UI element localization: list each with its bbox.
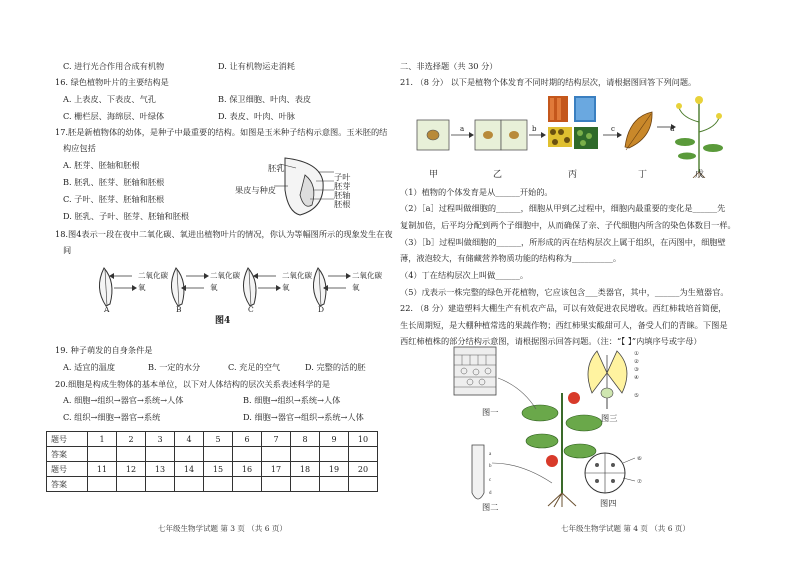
- left-line-l14: 18.图4表示一段在夜中二氧化碳、氧进出植物叶片的情况，你认为等幅图所示的现象发生在夜: [55, 229, 393, 239]
- question-21: 21. （8 分） 以下是植物个体发育不同时期的结构层次，请根据图回答下列问题。: [400, 77, 697, 87]
- seed-label-s1: 胚乳: [268, 163, 285, 173]
- answer-table-cell[interactable]: [204, 477, 233, 492]
- right-line-r5: 薄，液泡较大，有储藏营养物质功能的结构称为__________。: [400, 253, 622, 263]
- answer-table-cell: 5: [204, 432, 233, 447]
- option-letter: B: [176, 305, 182, 314]
- figure-label-f2: 图三: [601, 413, 618, 423]
- stage-label: 戊: [695, 170, 705, 180]
- svg-text:c: c: [489, 478, 492, 483]
- svg-text:b: b: [489, 464, 492, 469]
- gas-label-o2: 氧: [352, 283, 360, 292]
- stage-label: 乙: [493, 170, 503, 180]
- answer-table-cell: 6: [233, 432, 262, 447]
- answer-table-cell: 3: [146, 432, 175, 447]
- answer-table-cell: 14: [175, 462, 204, 477]
- left-line-l21: 20.细胞是构成生物体的基本单位，以下对人体结构的层次关系表述科学的是: [55, 379, 331, 389]
- gas-label-o2: 氧: [282, 283, 290, 292]
- gas-label-co2: 二氧化碳: [282, 271, 312, 280]
- answer-table-cell[interactable]: [117, 447, 146, 462]
- plant-development-figure: [407, 92, 777, 178]
- svg-text:②: ②: [634, 359, 639, 365]
- answer-table-cell[interactable]: [175, 447, 204, 462]
- left-line-l10: A. 胚芽、胚轴和胚根: [63, 160, 140, 170]
- left-line-l5: B. 保卫细胞、叶肉、表皮: [218, 94, 312, 104]
- right-line-r7: （5）戊表示一株完整的绿色开花植物，它应该包含___类器官，其中，______为生殖器官。: [400, 287, 729, 297]
- seed-label-s2: 果皮与种皮: [235, 185, 276, 195]
- svg-text:⑥: ⑥: [637, 456, 642, 462]
- answer-table-cell[interactable]: [146, 447, 175, 462]
- left-line-l19: C. 充足的空气: [228, 362, 281, 372]
- seed-label-s3: 子叶: [334, 172, 351, 182]
- left-line-l3: 16. 绿色植物叶片的主要结构是: [55, 77, 169, 87]
- left-line-l9: 构应包括: [63, 143, 96, 153]
- answer-table-cell: 1: [88, 432, 117, 447]
- answer-table-cell[interactable]: [233, 477, 262, 492]
- left-line-l12: C. 子叶、胚芽、胚轴和胚根: [63, 194, 165, 204]
- leaf-diagram-A: [92, 260, 162, 310]
- leaf-diagram-D: [306, 260, 376, 310]
- right-line-r10: 西红柿植株的部分结构示意图，请根据图示回答问题。（注：“【 】”内填序号或字母）: [400, 336, 702, 346]
- answer-table-header-cell: 题号: [47, 462, 88, 477]
- answer-table-cell: 19: [320, 462, 349, 477]
- right-line-r4: （3）［b］过程叫做细胞的______，所形成的丙在结构层次上属于组织，在丙图中，细胞壁: [400, 237, 726, 247]
- answer-table-cell: 13: [146, 462, 175, 477]
- left-line-l23: B. 细胞→组织→系统→人体: [243, 395, 341, 405]
- answer-table-cell: 8: [291, 432, 320, 447]
- figure-4-caption: 图4: [215, 316, 231, 326]
- left-line-l22: A. 细胞→组织→器官→系统→人体: [63, 395, 184, 405]
- answer-table-cell: 4: [175, 432, 204, 447]
- answer-table-row: [47, 432, 378, 447]
- left-line-l8: 17.胚是新植物体的幼体，是种子中最重要的结构。如图是玉米种子结构示意图。玉米胚的结: [55, 127, 388, 137]
- answer-table-cell: 16: [233, 462, 262, 477]
- answer-table-cell: 11: [88, 462, 117, 477]
- left-line-l1: C. 进行光合作用合成有机物: [63, 61, 165, 71]
- option-letter: D: [318, 305, 325, 314]
- answer-table-cell[interactable]: [320, 447, 349, 462]
- answer-table-cell[interactable]: [88, 477, 117, 492]
- left-line-l6: C. 栅栏层、海绵层、叶绿体: [63, 111, 165, 121]
- answer-table-cell: 12: [117, 462, 146, 477]
- answer-table-cell[interactable]: [233, 447, 262, 462]
- answer-table-cell[interactable]: [320, 477, 349, 492]
- tomato-fruit-figure: [577, 448, 652, 498]
- left-line-l11: B. 胚乳、胚芽、胚轴和胚根: [63, 177, 165, 187]
- left-line-l16: 19. 种子萌发的自身条件是: [55, 345, 153, 355]
- left-line-l13: D. 胚乳、子叶、胚芽、胚轴和胚根: [63, 211, 190, 221]
- left-line-l4: A. 上表皮、下表皮、气孔: [63, 94, 156, 104]
- answer-table-cell: 10: [349, 432, 378, 447]
- answer-table-cell[interactable]: [291, 447, 320, 462]
- answer-table-cell: 2: [117, 432, 146, 447]
- option-letter: A: [104, 305, 110, 314]
- answer-table-row: [47, 447, 378, 462]
- answer-table-cell[interactable]: [146, 477, 175, 492]
- gas-label-co2: 二氧化碳: [352, 271, 382, 280]
- answer-table: [46, 431, 378, 492]
- answer-table-row: [47, 477, 378, 492]
- left-line-l15: 间: [63, 245, 72, 255]
- left-line-l2: D. 让有机物运走消耗: [218, 61, 295, 71]
- answer-table-cell: 17: [262, 462, 291, 477]
- left-line-l20: D. 完整的活的胚: [305, 362, 366, 372]
- left-line-l24: C. 组织→细胞→器官→系统: [63, 412, 161, 422]
- answer-table-cell: 7: [262, 432, 291, 447]
- process-label: c: [611, 125, 615, 133]
- svg-text:a: a: [489, 452, 492, 457]
- svg-text:①: ①: [634, 351, 639, 357]
- answer-table-cell[interactable]: [291, 477, 320, 492]
- gas-label-co2: 二氧化碳: [210, 271, 240, 280]
- figure-label-f1: 图一: [482, 407, 499, 417]
- answer-table-cell[interactable]: [117, 477, 146, 492]
- answer-table-cell[interactable]: [88, 447, 117, 462]
- right-line-r2: （2）［a］过程叫做细胞的______，细胞从甲到乙过程中，细胞内最重要的变化是______先: [400, 203, 726, 213]
- stage-label: 甲: [429, 170, 439, 180]
- svg-text:d: d: [489, 491, 492, 496]
- right-line-r9: 生长周期短，是大棚种植常选的果蔬作物；西红柿果实酸甜可人，备受人们的青睐。下图是: [400, 320, 728, 330]
- leaf-diagram-B: [164, 260, 234, 310]
- answer-table-row: [47, 462, 378, 477]
- answer-table-header-cell: 答案: [47, 447, 88, 462]
- process-label: b: [532, 125, 537, 133]
- answer-table-header-cell: 答案: [47, 477, 88, 492]
- answer-table-cell: 18: [291, 462, 320, 477]
- right-line-r6: （4）丁在结构层次上叫做______。: [400, 270, 529, 280]
- answer-table-cell[interactable]: [175, 477, 204, 492]
- leaf-diagram-C: [236, 260, 306, 310]
- answer-table-cell[interactable]: [204, 447, 233, 462]
- right-line-r3: 复制加倍，后平均分配到两个子细胞中，从而确保了亲、子代细胞内所含的染色体数目一样。: [400, 220, 736, 230]
- gas-label-o2: 氧: [210, 283, 218, 292]
- right-line-r8: 22. （8 分）建造塑料大棚生产有机农产品，可以有效促进农民增收。西红柿栽培首简便，: [400, 303, 727, 313]
- right-footer: 七年级生物学试题 第 4 页 （共 6 页）: [561, 524, 690, 533]
- svg-text:④: ④: [634, 375, 639, 381]
- gas-label-co2: 二氧化碳: [138, 271, 168, 280]
- figure-label-f4: 图四: [600, 498, 617, 508]
- answer-table-cell: 15: [204, 462, 233, 477]
- option-letter: C: [248, 305, 254, 314]
- left-line-l18: B. 一定的水分: [148, 362, 201, 372]
- answer-table-cell: 9: [320, 432, 349, 447]
- svg-text:⑦: ⑦: [637, 479, 642, 485]
- svg-text:⑤: ⑤: [634, 393, 639, 399]
- section-title: 二、非选择题（共 30 分）: [400, 61, 498, 71]
- answer-table-cell[interactable]: [262, 447, 291, 462]
- seed-label-s5: 胚轴: [334, 190, 351, 200]
- seed-label-s6: 胚根: [334, 199, 351, 209]
- left-line-l7: D. 表皮、叶肉、叶脉: [218, 111, 295, 121]
- answer-table-cell[interactable]: [262, 477, 291, 492]
- left-line-l25: D. 细胞→器官→组织→系统→人体: [243, 412, 364, 422]
- answer-table-cell[interactable]: [349, 447, 378, 462]
- gas-label-o2: 氧: [138, 283, 146, 292]
- left-line-l17: A. 适宜的温度: [63, 362, 116, 372]
- figure-label-f3: 图二: [482, 502, 499, 512]
- left-footer: 七年级生物学试题 第 3 页 （共 6 页）: [158, 524, 287, 533]
- answer-table-cell[interactable]: [349, 477, 378, 492]
- right-page: [397, 0, 794, 561]
- stage-label: 丁: [638, 170, 648, 180]
- tomato-flower-figure: [572, 343, 647, 411]
- seed-label-s4: 胚芽: [334, 181, 351, 191]
- answer-table-cell: 20: [349, 462, 378, 477]
- answer-table-header-cell: 题号: [47, 432, 88, 447]
- stage-label: 丙: [568, 170, 578, 180]
- process-label: d: [670, 125, 675, 133]
- right-line-r1: （1）植物的个体发育是从______开始的。: [400, 187, 553, 197]
- process-label: a: [460, 125, 465, 133]
- svg-text:③: ③: [634, 367, 639, 373]
